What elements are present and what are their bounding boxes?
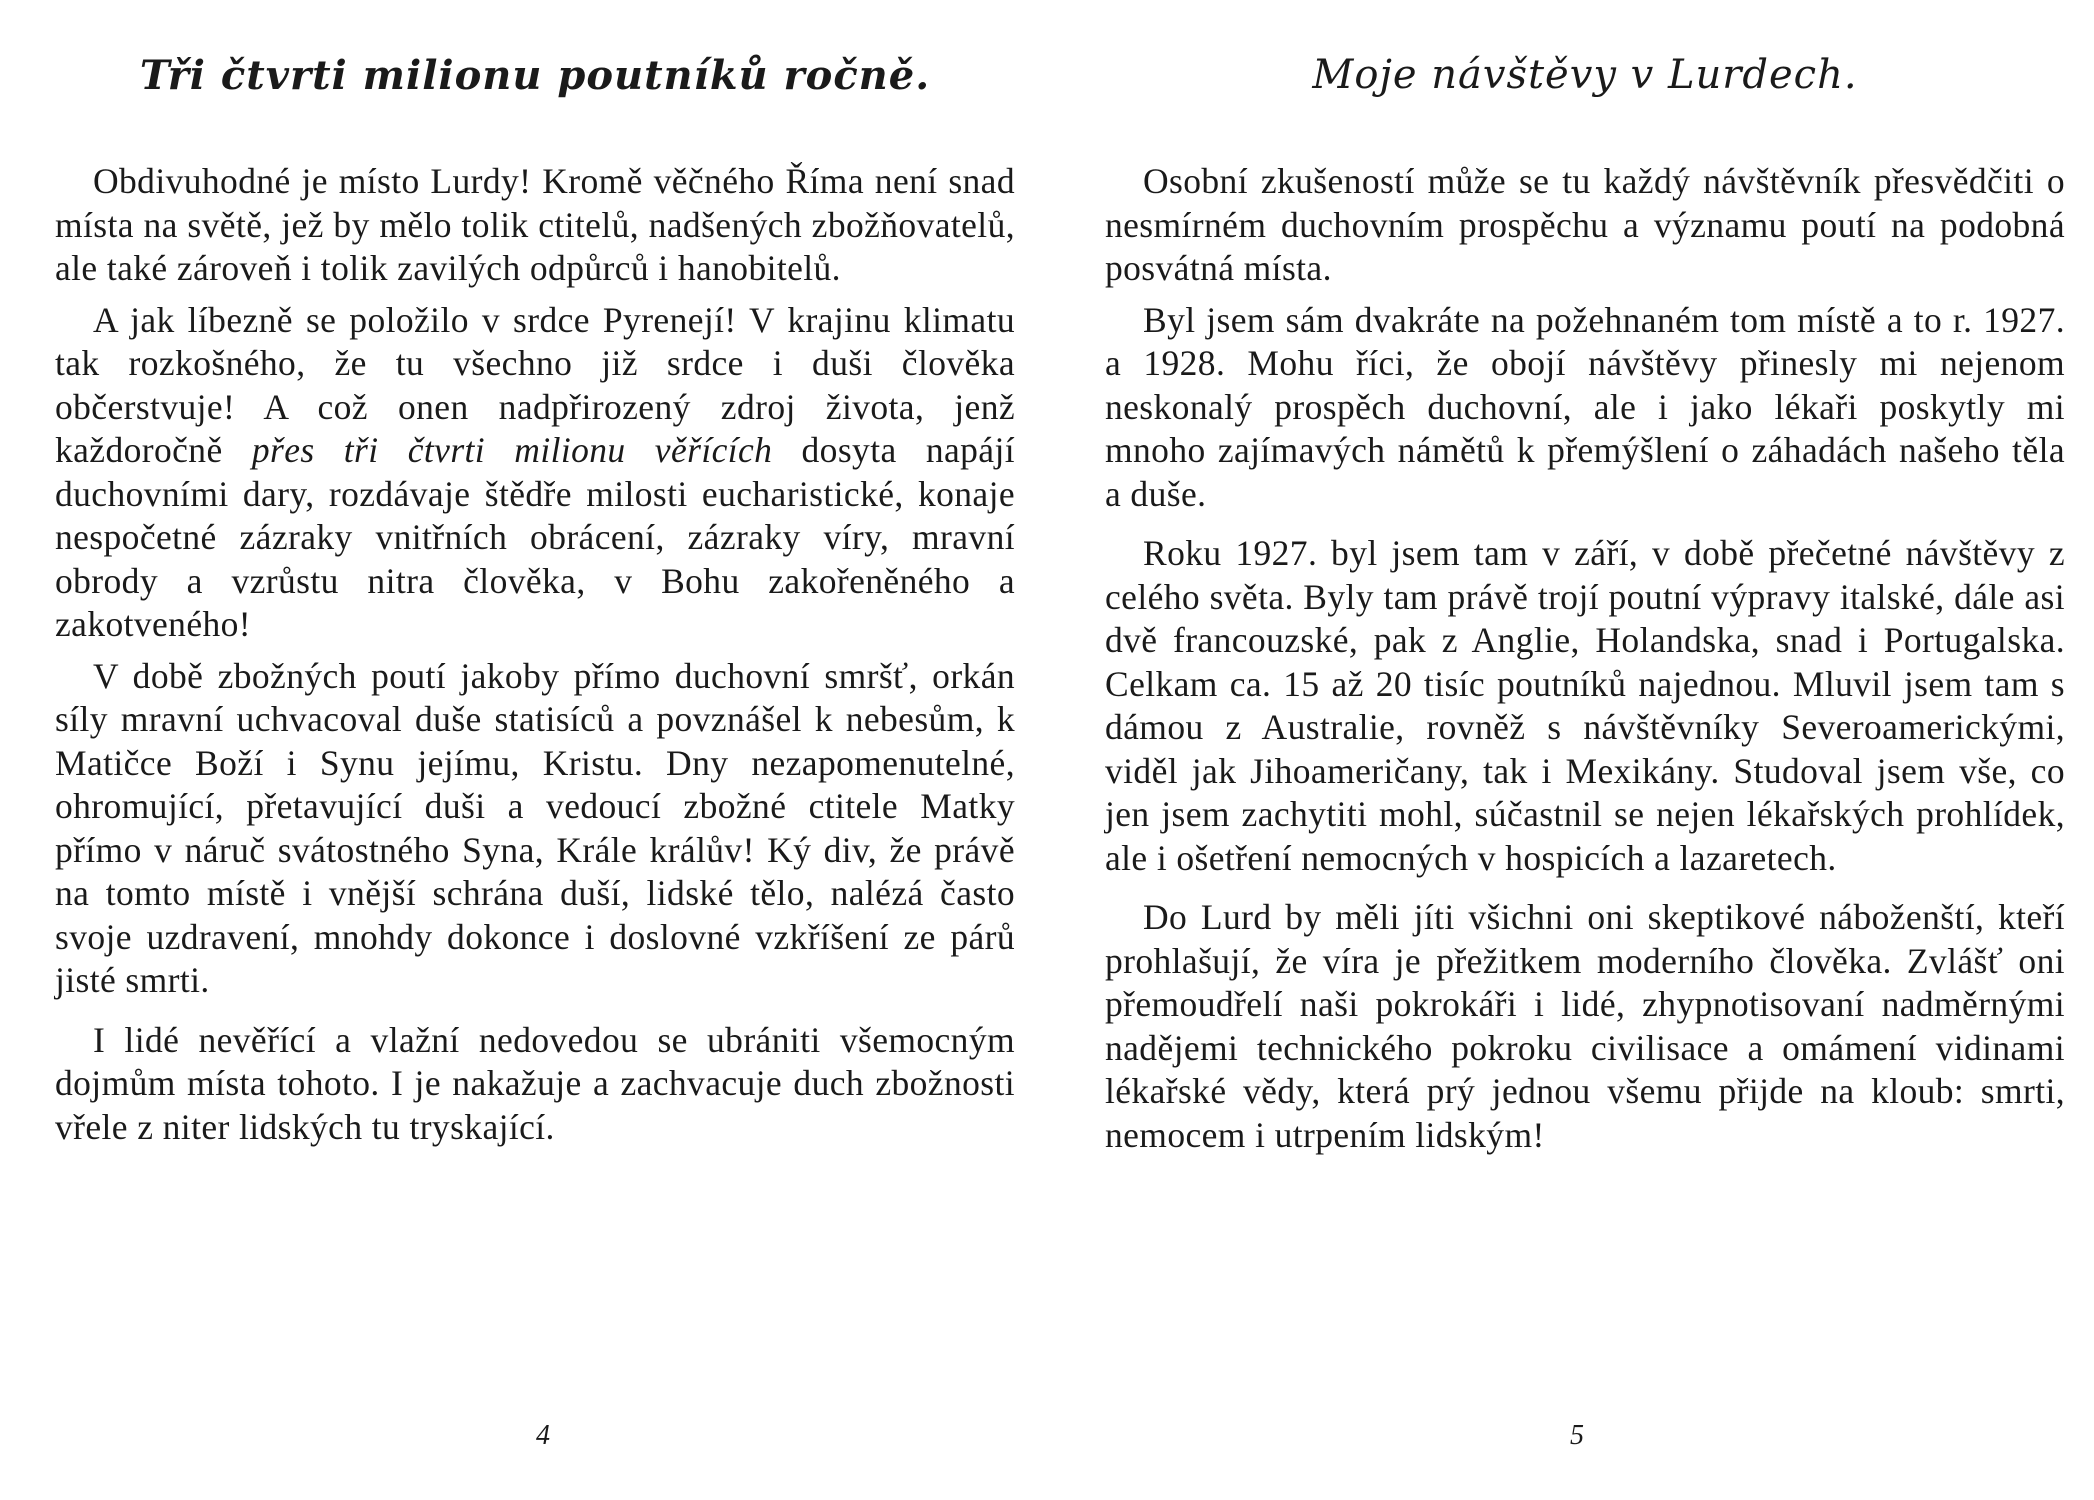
left-page-number: 4 [536, 1420, 550, 1451]
left-paragraph-2-emphasis: přes tři čtvrti milionu věřících [251, 430, 773, 470]
left-page-body [55, 160, 1015, 1149]
right-paragraph-1: Osobní zkušeností může se tu každý návštěvník přesvědčiti o nesmírném duchovním prospěchu a významu poutí na podobná posvátná místa. [1105, 161, 2065, 288]
right-page [1105, 0, 2065, 1500]
left-page-heading: Tři čtvrti milionu poutníků ročně. [139, 52, 931, 99]
left-paragraph-3: V době zbožných poutí jakoby přímo duchovní smršť, orkán síly mravní uchvacoval duše statisíců a povznášel k nebesům, k Matičce Boží i Synu jejímu, Kristu. Dny nezapomenutelné, ohromující, přetavující duši a vedoucí zbožné ctitele Matky přímo v náruč svátostného Syna, Krále králův! Ký div, že právě na tomto místě i vnější schrána duší, lidské tělo, nalézá často svoje uzdravení, mnohdy dokonce i doslovné vzkříšení ze párů jisté smrti. [55, 655, 1015, 1000]
left-paragraph-2-text-after: dosyta napájí duchovními dary, rozdávaje štědře milosti eucharistické, konaje nespočetné zázraky vnitřních obrácení, zázraky víry, mravní obrody a vzrůstu nitra člověka, v Bohu zakořeněného a zakotveného! [55, 430, 1015, 644]
right-page-body [1105, 160, 2065, 1157]
left-paragraph-2-text-before: A jak líbezně se položilo v srdce Pyrenejí! V krajinu klimatu tak rozkošného, že tu všechno již srdce i duši člověka občerstvuje! A což onen nadpřirozený zdroj života, jenž každoročně [55, 299, 1015, 470]
right-paragraph-3: Roku 1927. byl jsem tam v září, v době přečetné návštěvy z celého světa. Byly tam právě trojí poutní výpravy italské, dále asi dvě francouzské, pak z Anglie, Holandska, snad i Portugalska. Celkam ca. 15 až 20 tisíc poutníků najednou. Mluvil jsem tam s dámou z Australie, rovněž s návštěvníky Severoamerickými, viděl jak Jihoameričany, tak i Mexikány. Studoval jsem vše, co jen jsem zachytiti mohl, súčastnil se nejen lékařských prohlídek, ale i ošetření nemocných v hospicích a lazaretech. [1105, 533, 2065, 878]
right-paragraph-2: Byl jsem sám dvakráte na požehnaném tom místě a to r. 1927. a 1928. Mohu říci, že obojí návštěvy přinesly mi nejenom neskonalý prospěch duchovní, ale i jako lékaři poskytly mi mnoho zajímavých námětů k přemýšlení o záhadách našeho těla a duše. [1105, 299, 2065, 514]
left-page [55, 0, 1015, 1500]
right-page-heading: Moje návštěvy v Lurdech. [1312, 52, 1858, 98]
right-page-number: 5 [1570, 1420, 1584, 1451]
right-paragraph-4: Do Lurd by měli jíti všichni oni skeptikové náboženští, kteří prohlašují, že víra je přežitkem moderního člověka. Zvlášť oni přemoudřelí naši pokrokáři i lidé, zhypnotisovaní nadměrnými nadějemi technického pokroku civilisace a omámení vidinami lékařské vědy, která prý jednou všemu přijde na kloub: smrti, nemocem i utrpením lidským! [1105, 897, 2065, 1155]
left-paragraph-1: Obdivuhodné je místo Lurdy! Kromě věčného Říma není snad místa na světě, jež by mělo tolik ctitelů, nadšených zbožňovatelů, ale také zároveň i tolik zavilých odpůrců i hanobitelů. [55, 161, 1015, 288]
left-paragraph-2 [55, 299, 1015, 647]
left-paragraph-4: I lidé nevěřící a vlažní nedovedou se ubrániti všemocným dojmům místa tohoto. I je nakažuje a zachvacuje duch zbožnosti vřele z niter lidských tu tryskající. [55, 1019, 1015, 1147]
